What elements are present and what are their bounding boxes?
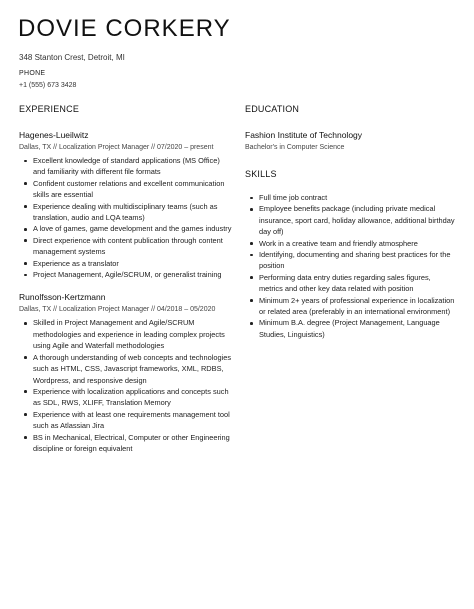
list-item: Experience as a translator [33, 258, 234, 269]
list-item: BS in Mechanical, Electrical, Computer or other Engineering discipline or foreign equivalent [33, 432, 234, 455]
job-entry [19, 292, 234, 454]
phone-number: +1 (555) 673 3428 [19, 82, 77, 89]
job-bullets [19, 155, 234, 280]
education-heading: EDUCATION [245, 104, 300, 114]
list-item: Full time job contract [259, 192, 455, 203]
job-meta: Dallas, TX // Localization Project Manager // 04/2018 – 05/2020 [19, 306, 216, 314]
list-item: Experience with localization applications and concepts such as SDL, RWS, XLIFF, Translation Memory [33, 386, 234, 409]
job-bullets [19, 317, 234, 454]
education-school: Fashion Institute of Technology [245, 130, 363, 140]
list-item: Minimum 2+ years of professional experience in localization or related area (preferably in an international environment) [259, 295, 455, 317]
candidate-name: DOVIE CORKERY [18, 15, 231, 42]
skills-list [245, 192, 455, 340]
job-entry [19, 130, 234, 280]
skills-heading: SKILLS [245, 169, 277, 179]
address: 348 Stanton Crest, Detroit, MI [19, 53, 125, 62]
list-item: Minimum B.A. degree (Project Management, Language Studies, Linguistics) [259, 317, 455, 340]
experience-heading: EXPERIENCE [19, 104, 80, 114]
list-item: Employee benefits package (including private medical insurance, sport card, holiday allowance, additional birthday day off) [259, 204, 455, 237]
list-item: A love of games, game development and the games industry [33, 223, 234, 234]
right-column [245, 104, 455, 340]
phone-label: PHONE [19, 70, 46, 77]
list-item: Performing data entry duties regarding sales figures, metrics and other key data related with position [259, 272, 455, 295]
job-company: Hagenes-Lueilwitz [19, 130, 89, 140]
list-item: Experience dealing with multidisciplinary teams (such as translation, audio and LQA teams) [33, 201, 234, 224]
list-item: Work in a creative team and friendly atmosphere [259, 238, 455, 249]
list-item: Confident customer relations and excellent communication skills are essential [33, 178, 234, 201]
list-item: Excellent knowledge of standard applications (MS Office) and familiarity with different file formats [33, 155, 234, 178]
education-degree: Bachelor's in Computer Science [245, 144, 345, 151]
list-item: Direct experience with content publication through content management systems [33, 235, 234, 258]
list-item: Experience with at least one requirements management tool such as Atlassian Jira [33, 409, 234, 432]
job-company: Runolfsson-Kertzmann [19, 292, 106, 303]
list-item: A thorough understanding of web concepts and technologies such as HTML, CSS, Javascript frameworks, XML, RDBS, Wordpress, and responsive design [33, 352, 234, 386]
job-meta: Dallas, TX // Localization Project Manager // 07/2020 – present [19, 144, 214, 151]
list-item: Skilled in Project Management and Agile/SCRUM methodologies and experience in leading complex projects using Agile and Waterfall methodologies [33, 317, 234, 351]
experience-section [19, 104, 234, 466]
list-item: Identifying, documenting and sharing best practices for the position [259, 249, 455, 272]
list-item: Project Management, Agile/SCRUM, or generalist training [33, 269, 234, 280]
